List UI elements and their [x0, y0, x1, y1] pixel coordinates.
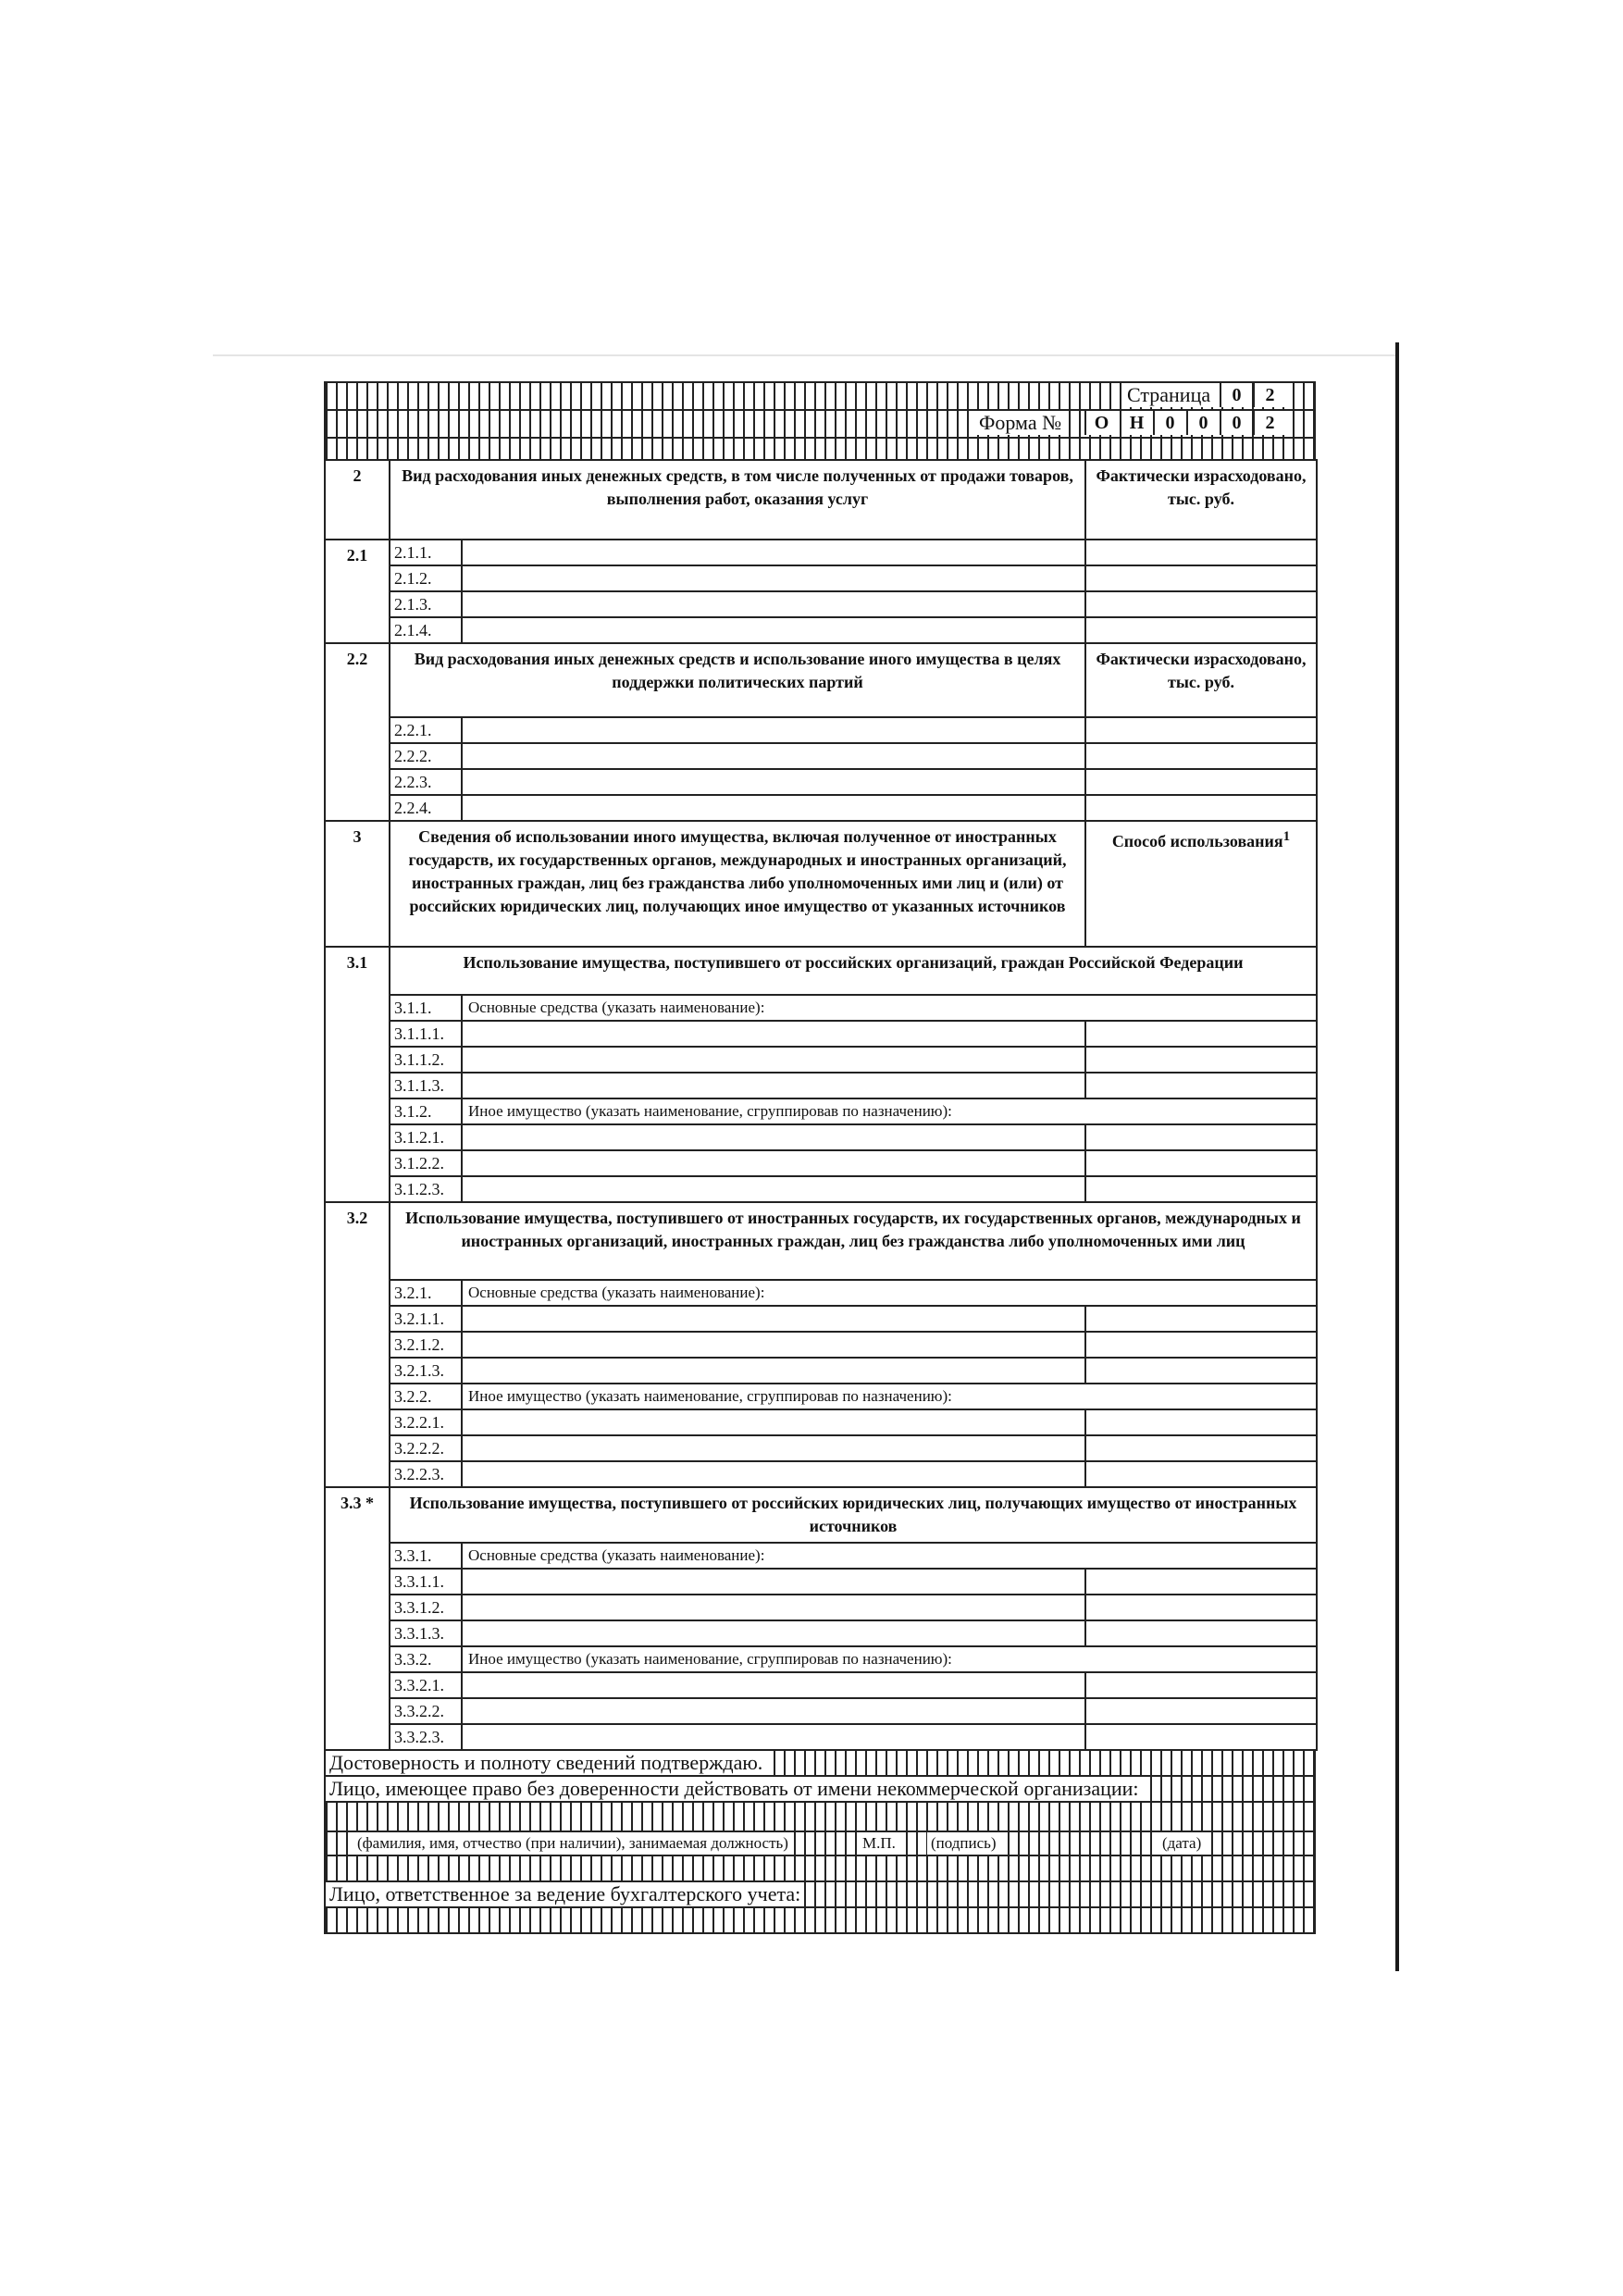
form-code-char: Н — [1120, 411, 1152, 435]
table-row[interactable]: 2.2.1. — [390, 717, 1085, 743]
usage-cell[interactable] — [1085, 1595, 1317, 1620]
signature-entry-line[interactable] — [326, 1803, 1314, 1832]
confirm-line — [326, 1751, 1314, 1777]
usage-cell[interactable] — [1085, 1672, 1317, 1698]
amount-cell[interactable] — [1085, 540, 1317, 565]
section-title: Сведения об использовании иного имущества, включая полученное от иностранных государств, их государственных органов, международных и иностранных организаций, иностранных граждан, лиц без гражданства либо уполномоченных ими лиц и (или) от российских юридических лиц, получающих иное имущество от указанных источников — [390, 821, 1085, 947]
table-row[interactable]: 3.3.2.1. — [390, 1672, 1085, 1698]
scan-edge-right — [1395, 342, 1399, 1971]
usage-cell[interactable] — [1085, 1176, 1317, 1202]
usage-cell[interactable] — [1085, 1047, 1317, 1073]
table-row[interactable]: 3.2.1.1. — [390, 1306, 1085, 1332]
authorized-text: Лицо, имеющее право без доверенности действовать от имени некоммерческой организации: — [326, 1777, 1143, 1801]
form-label: Форма № — [973, 411, 1067, 435]
table-row[interactable]: 3.1.1.1. — [390, 1021, 1085, 1047]
table-row[interactable]: 3.3.1.1. — [390, 1569, 1085, 1595]
table-row[interactable]: 3.1.1.2. — [390, 1047, 1085, 1073]
form-header-row — [324, 409, 1316, 437]
table-row[interactable]: 2.2.4. — [390, 795, 1085, 821]
usage-cell[interactable] — [1085, 1409, 1317, 1435]
usage-cell[interactable] — [1085, 1435, 1317, 1461]
usage-cell[interactable] — [1085, 1461, 1317, 1487]
table-row[interactable]: 3.3.2.3. — [390, 1724, 1085, 1750]
amount-cell[interactable] — [1085, 591, 1317, 617]
usage-cell[interactable] — [1085, 1358, 1317, 1384]
accountant-text: Лицо, ответственное за ведение бухгалтерского учета: — [326, 1882, 804, 1906]
section-number: 3.2 — [325, 1202, 390, 1487]
section-2-header — [325, 460, 1317, 540]
form-code-char: 0 — [1186, 411, 1219, 435]
column-label: Способ использования$^1$ — [1085, 821, 1317, 947]
table-row[interactable]: 3.3.2.2. — [390, 1698, 1085, 1724]
section-number: 3.1 — [325, 947, 390, 1202]
table-row[interactable]: 3.1.2.3. — [390, 1176, 1085, 1202]
accountant-entry-line[interactable] — [326, 1908, 1314, 1932]
usage-cell[interactable] — [1085, 1306, 1317, 1332]
caption-signature: (подпись) — [927, 1832, 1000, 1855]
usage-cell[interactable] — [1085, 1073, 1317, 1098]
page-header-row — [324, 381, 1316, 409]
spacer-hatch — [324, 437, 1316, 459]
section-number: 2.1 — [325, 540, 390, 643]
amount-cell[interactable] — [1085, 795, 1317, 821]
table-row[interactable]: 3.2.1.2. — [390, 1332, 1085, 1358]
table-row[interactable]: 3.2.2.3. — [390, 1461, 1085, 1487]
usage-cell[interactable] — [1085, 1698, 1317, 1724]
signature-block — [324, 1751, 1316, 1934]
group-row: 3.2.2. Иное имущество (указать наименование, сгруппировав по назначению): — [390, 1384, 1317, 1409]
amount-cell[interactable] — [1085, 743, 1317, 769]
confirm-text: Достоверность и полноту сведений подтверждаю. — [326, 1751, 766, 1775]
page-digit: 2 — [1253, 383, 1285, 407]
group-row: 3.3.2. Иное имущество (указать наименование, сгруппировав по назначению): — [390, 1646, 1317, 1672]
table-row[interactable]: 2.1.1. — [390, 540, 1085, 565]
caption-name: (фамилия, имя, отчество (при наличии), занимаемая должность) — [353, 1832, 792, 1855]
table-row[interactable]: 3.3.1.2. — [390, 1595, 1085, 1620]
table-row[interactable]: 2.2.2. — [390, 743, 1085, 769]
blank-line — [326, 1856, 1314, 1882]
table-row[interactable]: 3.1.2.2. — [390, 1150, 1085, 1176]
amount-cell[interactable] — [1085, 565, 1317, 591]
usage-cell[interactable] — [1085, 1332, 1317, 1358]
page-label: Страница — [1121, 383, 1216, 407]
section-title: Вид расходования иных денежных средств и использование иного имущества в целях поддержки политических партий — [390, 643, 1085, 717]
form-code-char: 0 — [1220, 411, 1252, 435]
table-row[interactable]: 3.1.2.1. — [390, 1124, 1085, 1150]
section-number: 2.2 — [325, 643, 390, 821]
table-row[interactable]: 2.1.3. — [390, 591, 1085, 617]
table-row[interactable]: 3.2.2.2. — [390, 1435, 1085, 1461]
table-row[interactable]: 2.1.2. — [390, 565, 1085, 591]
table-row[interactable]: 3.2.2.1. — [390, 1409, 1085, 1435]
usage-cell[interactable] — [1085, 1021, 1317, 1047]
report-form — [324, 381, 1316, 1934]
captions-line — [326, 1832, 1314, 1856]
section-title: Использование имущества, поступившего от иностранных государств, их государственных органов, международных и иностранных организаций, иностранных граждан, лиц без гражданства либо уполномоченных ими лиц — [390, 1202, 1317, 1280]
report-table — [324, 459, 1318, 1751]
group-row: 3.1.1. Основные средства (указать наименование): — [390, 995, 1317, 1021]
section-title: Использование имущества, поступившего от российских юридических лиц, получающих имущество от иностранных источников — [390, 1487, 1317, 1543]
amount-cell[interactable] — [1085, 717, 1317, 743]
usage-cell[interactable] — [1085, 1124, 1317, 1150]
table-row[interactable]: 3.2.1.3. — [390, 1358, 1085, 1384]
group-row: 3.3.1. Основные средства (указать наименование): — [390, 1543, 1317, 1569]
authorized-line — [326, 1777, 1314, 1803]
table-row[interactable]: 2.1.4. — [390, 617, 1085, 643]
column-label: Фактически израсходовано, тыс. руб. — [1085, 643, 1317, 717]
usage-cell[interactable] — [1085, 1569, 1317, 1595]
form-code-char: 0 — [1153, 411, 1185, 435]
accountant-line — [326, 1882, 1314, 1908]
section-title: Вид расходования иных денежных средств, в том числе полученных от продажи товаров, выполнения работ, оказания услуг — [390, 460, 1085, 540]
usage-cell[interactable] — [1085, 1620, 1317, 1646]
usage-cell[interactable] — [1085, 1150, 1317, 1176]
group-row: 3.1.2. Иное имущество (указать наименование, сгруппировав по назначению): — [390, 1098, 1317, 1124]
group-row: 3.2.1. Основные средства (указать наименование): — [390, 1280, 1317, 1306]
caption-mp: М.П. — [859, 1832, 899, 1855]
table-row[interactable]: 3.1.1.3. — [390, 1073, 1085, 1098]
form-code-char: 2 — [1253, 411, 1285, 435]
section-number: 3.3 * — [325, 1487, 390, 1750]
usage-cell[interactable] — [1085, 1724, 1317, 1750]
form-code-char: О — [1084, 411, 1117, 435]
table-row[interactable]: 2.2.3. — [390, 769, 1085, 795]
page-digit: 0 — [1220, 383, 1252, 407]
caption-date: (дата) — [1158, 1832, 1205, 1855]
section-number: 2 — [325, 460, 390, 540]
amount-cell[interactable] — [1085, 617, 1317, 643]
section-number: 3 — [325, 821, 390, 947]
amount-cell[interactable] — [1085, 769, 1317, 795]
section-title: Использование имущества, поступившего от российских организаций, граждан Российской Федерации — [390, 947, 1317, 995]
table-row[interactable]: 3.3.1.3. — [390, 1620, 1085, 1646]
scan-edge — [213, 354, 1397, 356]
column-label: Фактически израсходовано, тыс. руб. — [1085, 460, 1317, 540]
